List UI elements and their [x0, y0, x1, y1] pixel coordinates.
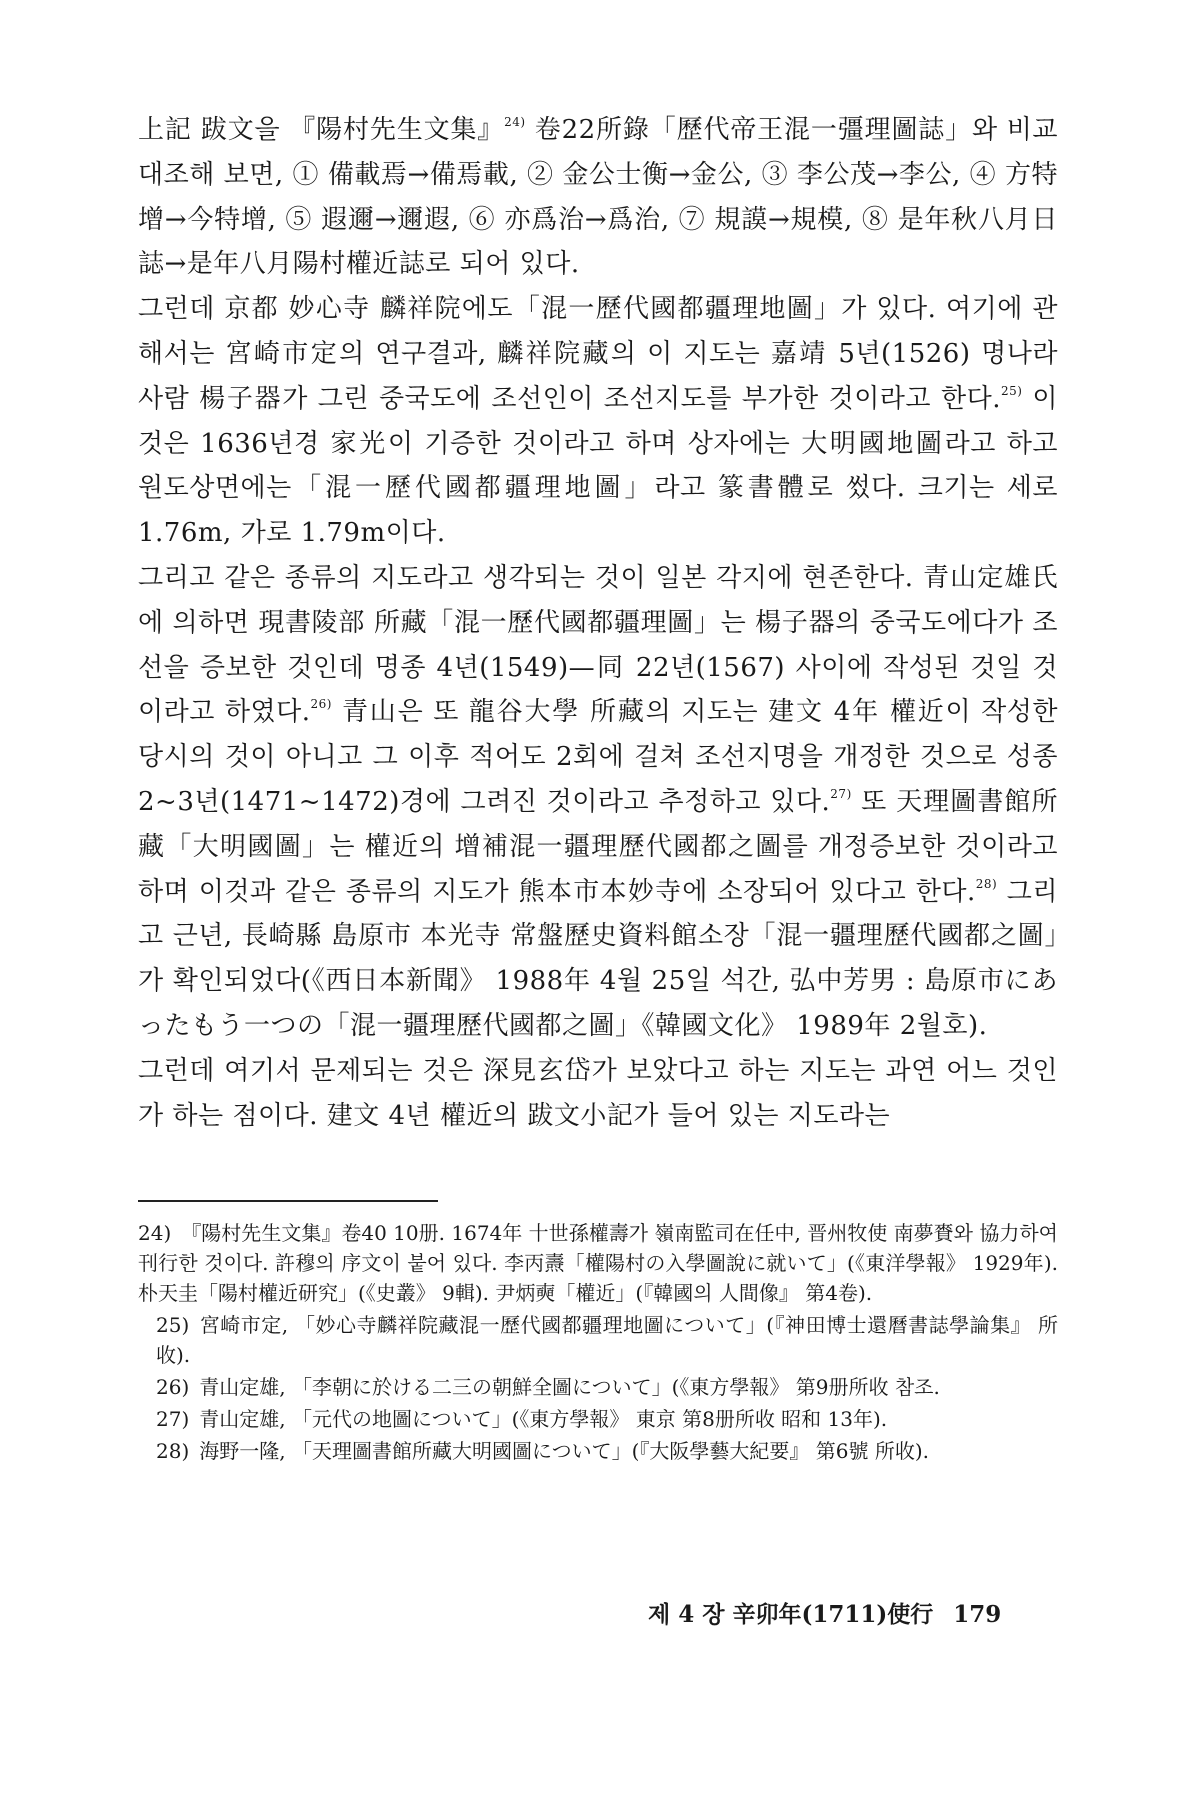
- footnote-text: 『陽村先生文集』卷40 10册. 1674年 十世孫權壽가 嶺南監司在任中, 晋州牧使 南夢賚와 協力하여 刊行한 것이다. 許穆의 序文이 붙어 있다. 李丙燾「權陽村の入學圖說に就いて」(《東洋學報》 1929年). 朴天圭「陽村權近研究」(《史叢》 9輯). 尹炳奭「權近」(『韓國의 人間像』 第4卷).: [138, 1221, 1058, 1305]
- footnote-number: 27): [156, 1407, 190, 1431]
- footnote-divider: [138, 1200, 438, 1202]
- footnote-ref-24: 24): [504, 115, 526, 129]
- paragraph-1: [138, 108, 1058, 287]
- paragraph-3: [138, 556, 1058, 1049]
- running-head: 제 4 장 辛卯年(1711)使行: [648, 1601, 934, 1628]
- text-run: 그리고 같은 종류의 지도라고 생각되는 것이 일본 각지에 현존한다. 青山定雄氏에 의하면 現書陵部 所藏「混一歷代國都疆理圖」는 楊子器의 중국도에다가 조선을 증보한 것인데 명종 4년(1549)—同 22년(1567) 사이에 작성된 것일 것이라고 하였다.: [138, 562, 1058, 728]
- footnote-ref-25: 25): [1000, 383, 1023, 398]
- paragraph-2: [138, 287, 1058, 556]
- footnote-24: [138, 1218, 1058, 1308]
- text-run: 이것은 1636년경 家光이 기증한 것이라고 하며 상자에는 大明國地圖라고 하고 원도상면에는「混一歷代國都疆理地圖」라고 篆書體로 썼다. 크기는 세로 1.76m, 가로 1.79m이다.: [138, 383, 1058, 549]
- text-run: 上記 跋文을 『陽村先生文集』: [138, 115, 505, 145]
- page-footer: [648, 1596, 1048, 1629]
- footnote-28: [138, 1436, 1058, 1466]
- text-run: 卷22所錄「歷代帝王混一彊理圖誌」와 비교 대조해 보면, ① 備載焉→備焉載, ② 金公士衡→金公, ③ 李公茂→李公, ④ 方特增→今特增, ⑤ 遐邇→邇遐, ⑥ 亦爲治→爲治, ⑦ 規謨→規模, ⑧ 是年秋八月日誌→是年八月陽村權近誌로 되어 있다.: [138, 115, 1058, 280]
- text-run: 그런데 京都 妙心寺 麟祥院에도「混一歷代國都疆理地圖」가 있다. 여기에 관해서는 宮崎市定의 연구결과, 麟祥院藏의 이 지도는 嘉靖 5년(1526) 명나라 사람 楊子器가 그린 중국도에 조선인이 조선지도를 부가한 것이라고 한다.: [138, 294, 1058, 414]
- text-run: 그런데 여기서 문제되는 것은 深見玄岱가 보았다고 하는 지도는 과연 어느 것인가 하는 점이다. 建文 4년 權近의 跋文小記가 들어 있는 지도라는: [138, 1055, 1058, 1131]
- footnote-26: [138, 1372, 1058, 1402]
- footnote-number: 24): [138, 1221, 172, 1245]
- text-run: 青山은 또 龍谷大學 所藏의 지도는 建文 4年 權近이 작성한 당시의 것이 아니고 그 이후 적어도 2회에 걸쳐 조선지명을 개정한 것으로 성종 2~3년(1471~1472)경에 그려진 것이라고 추정하고 있다.: [138, 697, 1058, 817]
- footnote-text: 青山定雄, 「元代の地圖について」(《東方學報》 東京 第8册所收 昭和 13年).: [199, 1407, 888, 1431]
- paragraph-4: [138, 1049, 1058, 1139]
- text-run: 그리고 근년, 長崎縣 島原市 本光寺 常盤歷史資料館소장「混一疆理歷代國都之圖」가 확인되었다(《西日本新聞》 1988年 4월 25일 석간, 弘中芳男 : 島原市にあったもう一つの「混一疆理歷代國都之圖」《韓國文化》 1989年 2월호).: [138, 876, 1058, 1041]
- footnote-ref-28: 28): [975, 876, 998, 891]
- footnote-number: 26): [156, 1375, 190, 1399]
- main-text: [138, 108, 1058, 1138]
- footnote-ref-27: 27): [830, 786, 852, 801]
- footnote-number: 25): [156, 1313, 190, 1337]
- text-run: 또 天理圖書館所藏「大明國圖」는 權近의 增補混一疆理歷代國都之圖를 개정증보한 것이라고 하며 이것과 같은 종류의 지도가 熊本市本妙寺에 소장되어 있다고 한다.: [138, 786, 1058, 907]
- footnotes: [138, 1218, 1058, 1468]
- footnote-ref-26: 26): [310, 697, 332, 712]
- page-number: 179: [953, 1601, 1002, 1628]
- footnote-27: [138, 1404, 1058, 1434]
- footnote-25: [138, 1310, 1058, 1370]
- footnote-text: 青山定雄, 「李朝に於ける二三の朝鮮全圖について」(《東方學報》 第9册所收 참조.: [199, 1375, 940, 1399]
- footnote-text: 宮崎市定, 「妙心寺麟祥院藏混一歷代國都疆理地圖について」(『神田博士還曆書誌學論集』 所收).: [156, 1313, 1058, 1367]
- footnote-number: 28): [156, 1439, 190, 1463]
- footnote-text: 海野一隆, 「天理圖書館所藏大明國圖について」(『大阪學藝大紀要』 第6號 所收).: [199, 1439, 929, 1463]
